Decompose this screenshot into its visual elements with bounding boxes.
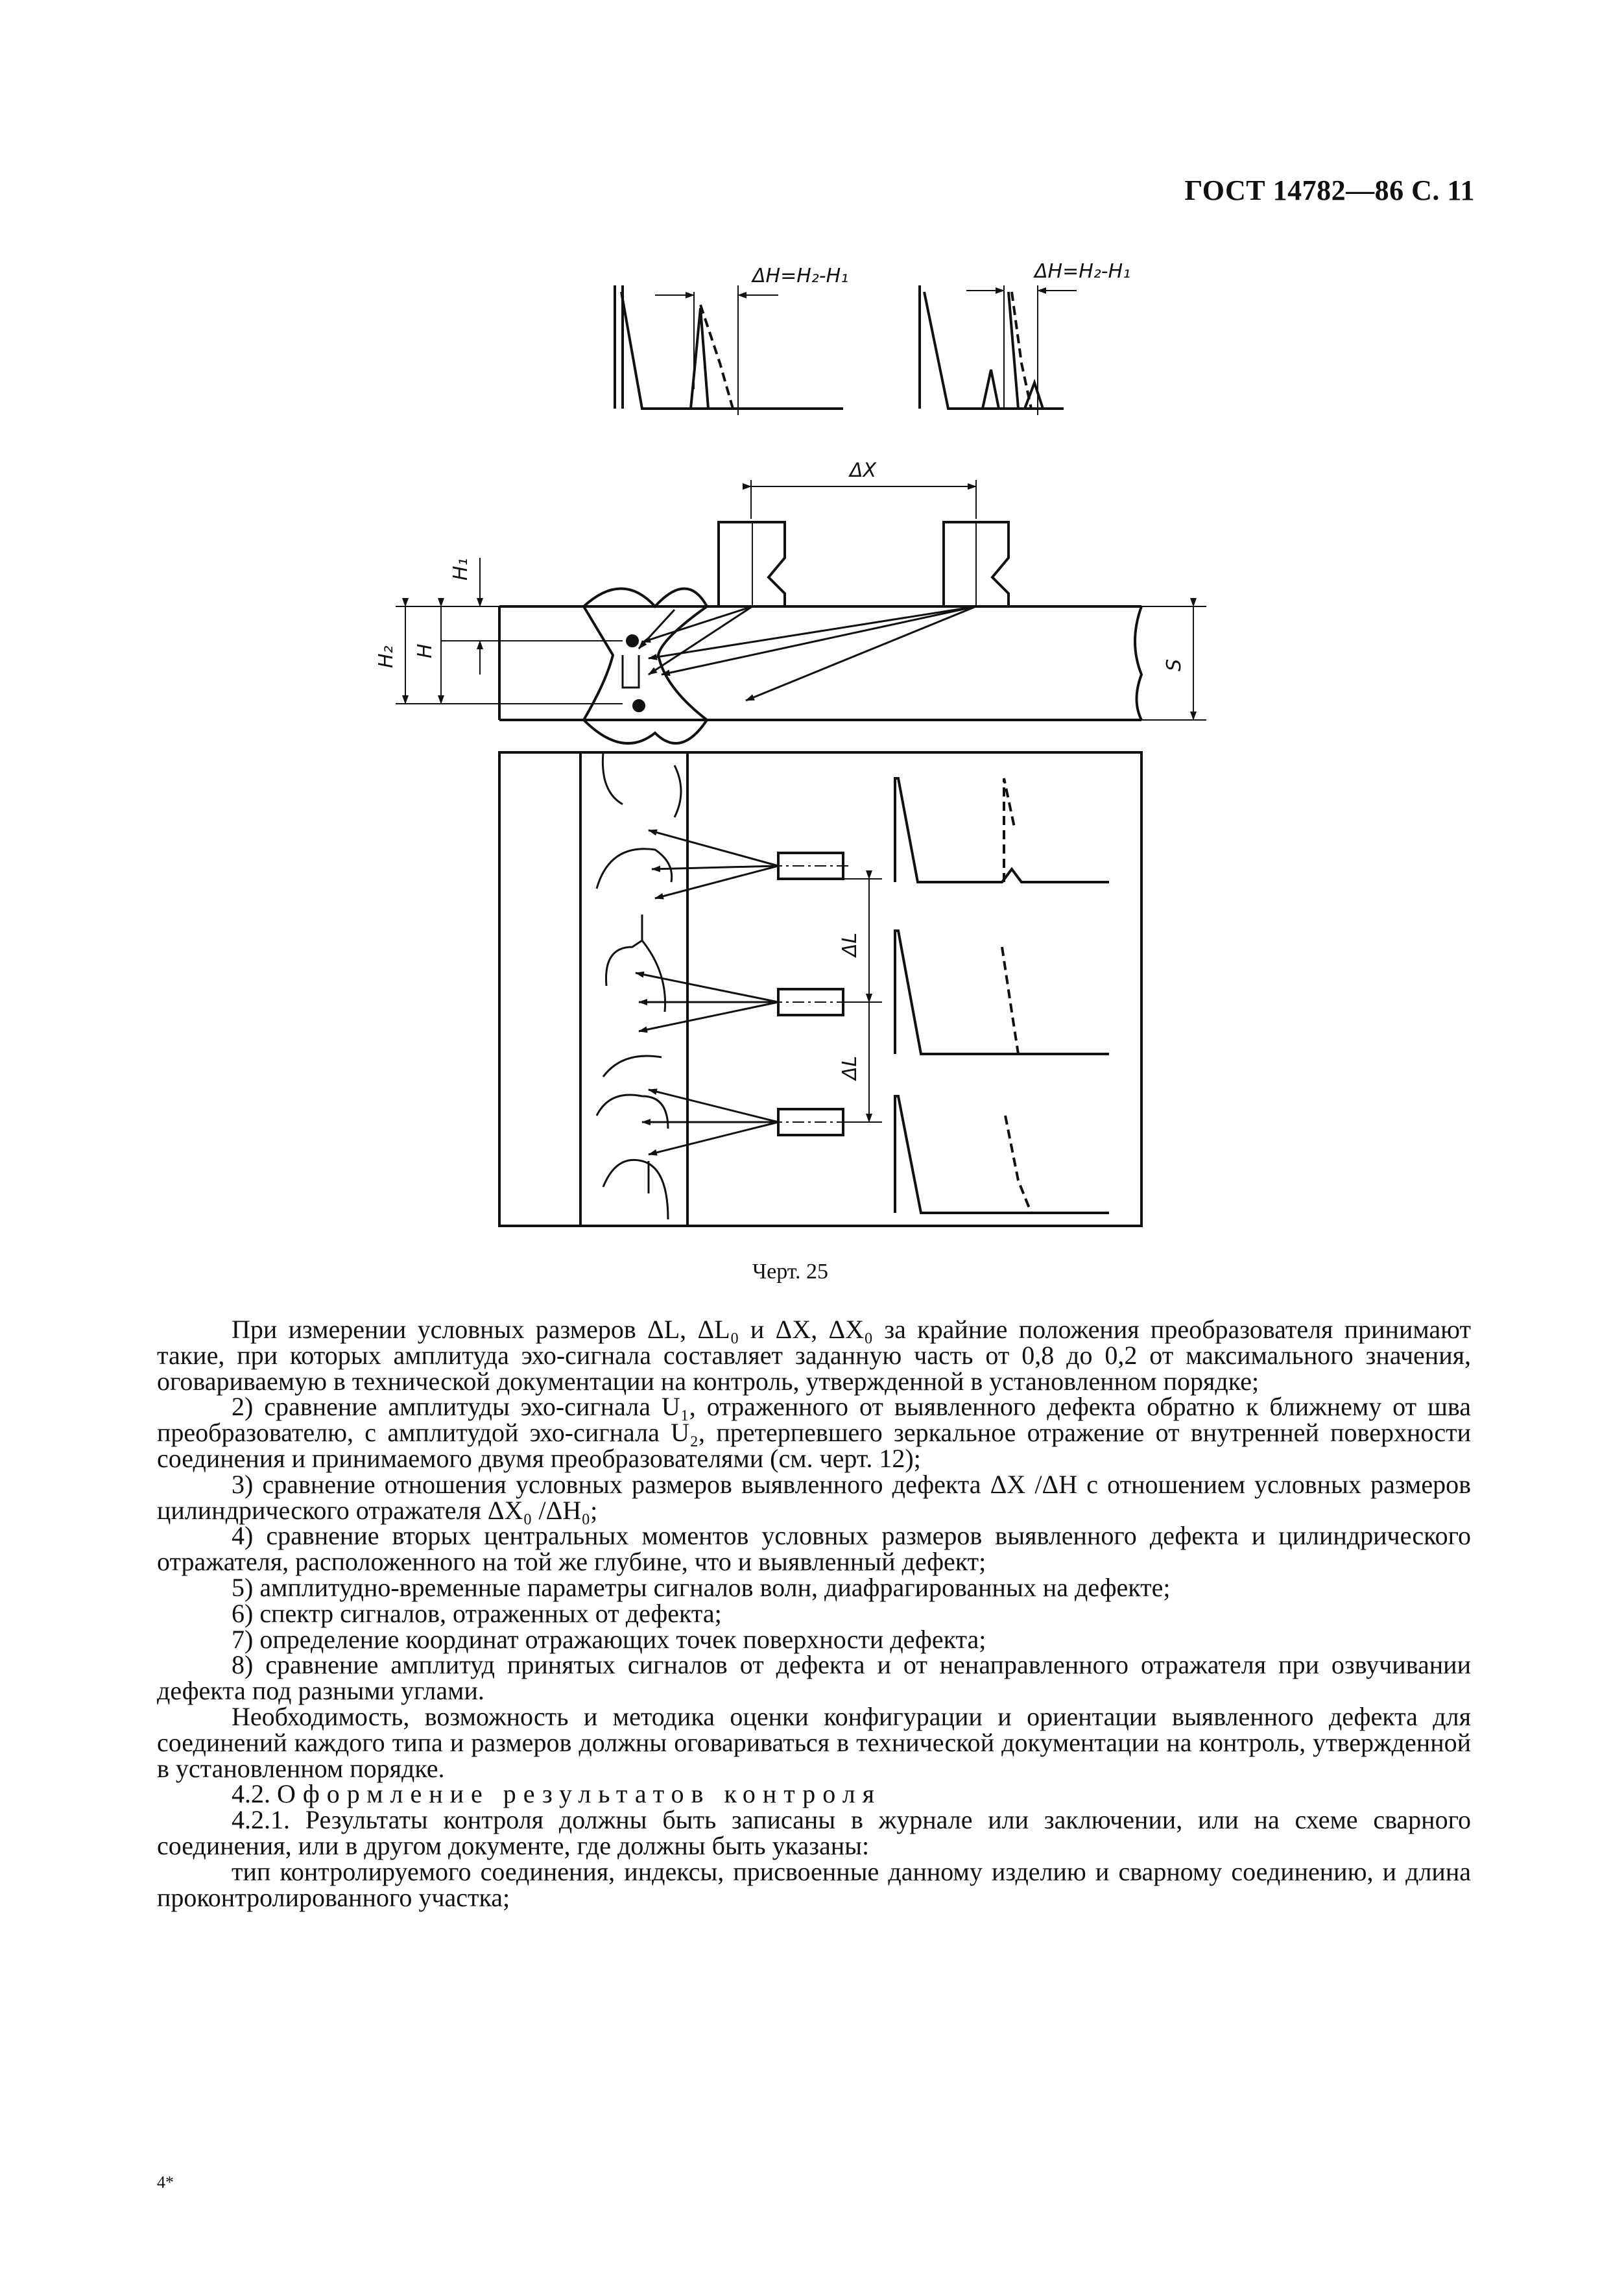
label-delta-h-1: ΔH=H₂-H₁: [752, 265, 849, 287]
oscillogram-top-right: [920, 285, 1077, 415]
label-h1: H₁: [449, 558, 472, 581]
label-h: H: [414, 643, 436, 658]
label-delta-x: ΔX: [850, 459, 877, 482]
body-text: [157, 1317, 1471, 1910]
label-h2: H₂: [375, 645, 398, 668]
section-heading: [157, 1781, 1471, 1807]
probe-right: [944, 522, 1009, 606]
figure-caption: Черт. 25: [752, 1260, 829, 1284]
label-s: S: [1163, 658, 1186, 671]
oscillogram-top-left: [615, 285, 843, 415]
section-number: 4.2.: [232, 1779, 270, 1809]
paragraph-1: При измерении условных размеров ΔL, ΔL₀ и ΔX, ΔX₀ за крайние положения преобразователя принимают такие, при которых амплитуда эхо-сигнала составляет заданную часть от 0,8 до 0,2 от максимального значения, оговариваемую в технической документации на контроль, утвержденной в установленном порядке;: [157, 1315, 1472, 1396]
plan-view: [499, 752, 1141, 1226]
paragraph-9: Необходимость, возможность и методика оценки конфигурации и ориентации выявленного дефекта для соединений каждого типа и размеров должны оговариваться в технической документации на контроль, утвержденной в установленном порядке.: [157, 1701, 1471, 1783]
label-delta-l-1: ΔL: [839, 932, 861, 957]
paragraph-3: 3) сравнение отношения условных размеров выявленного дефекта ΔX /ΔH с отношением условных размеров цилиндрического отражателя ΔX₀ /ΔH₀;: [157, 1469, 1471, 1525]
oscillogram-1: [895, 778, 1109, 882]
paragraph-7: 7) определение координат отражающих точек поверхности дефекта;: [232, 1624, 986, 1654]
page-footer-mark: 4*: [157, 2173, 174, 2192]
label-delta-l-2: ΔL: [839, 1055, 861, 1080]
paragraph-5: 5) амплитудно-временные параметры сигналов волн, диафрагированных на дефекте;: [232, 1572, 1171, 1602]
page-header: ГОСТ 14782—86 С. 11: [1184, 174, 1475, 206]
weld-cross-section: [396, 558, 1206, 743]
paragraph-8: 8) сравнение амплитуд принятых сигналов от дефекта и от ненаправленного отражателя при озвучивании дефекта под разными углами.: [157, 1650, 1471, 1706]
paragraph-4: 4) сравнение вторых центральных моментов условных размеров выявленного дефекта и цилиндрического отражателя, расположенного на той же глубине, что и выявленный дефект;: [157, 1521, 1471, 1577]
paragraph-2: 2) сравнение амплитуды эхо-сигнала U₁, отраженного от выявленного дефекта обратно к ближнему от шва преобразователю, с амплитудой эхо-сигнала U₂, претерпевшего зеркальное отражение от внутренней поверхности соединения и принимаемого двумя преобразователями (см. черт. 12);: [157, 1392, 1471, 1473]
oscillogram-3: [895, 1096, 1109, 1213]
probe-left: [719, 522, 785, 606]
paragraph-6: 6) спектр сигналов, отраженных от дефекта;: [232, 1598, 722, 1628]
oscillogram-2: [895, 931, 1109, 1054]
paragraph-11: 4.2.1. Результаты контроля должны быть записаны в журнале или заключении, или на схеме сварного соединения, или в другом документе, где должны быть указаны:: [157, 1805, 1471, 1860]
label-delta-h-2: ΔH=H₂-H₁: [1034, 260, 1131, 283]
paragraph-12: тип контролируемого соединения, индексы, присвоенные данному изделию и сварному соединению, и длина проконтролированного участка;: [157, 1856, 1471, 1912]
section-title: Оформление результатов контроля: [277, 1779, 882, 1809]
